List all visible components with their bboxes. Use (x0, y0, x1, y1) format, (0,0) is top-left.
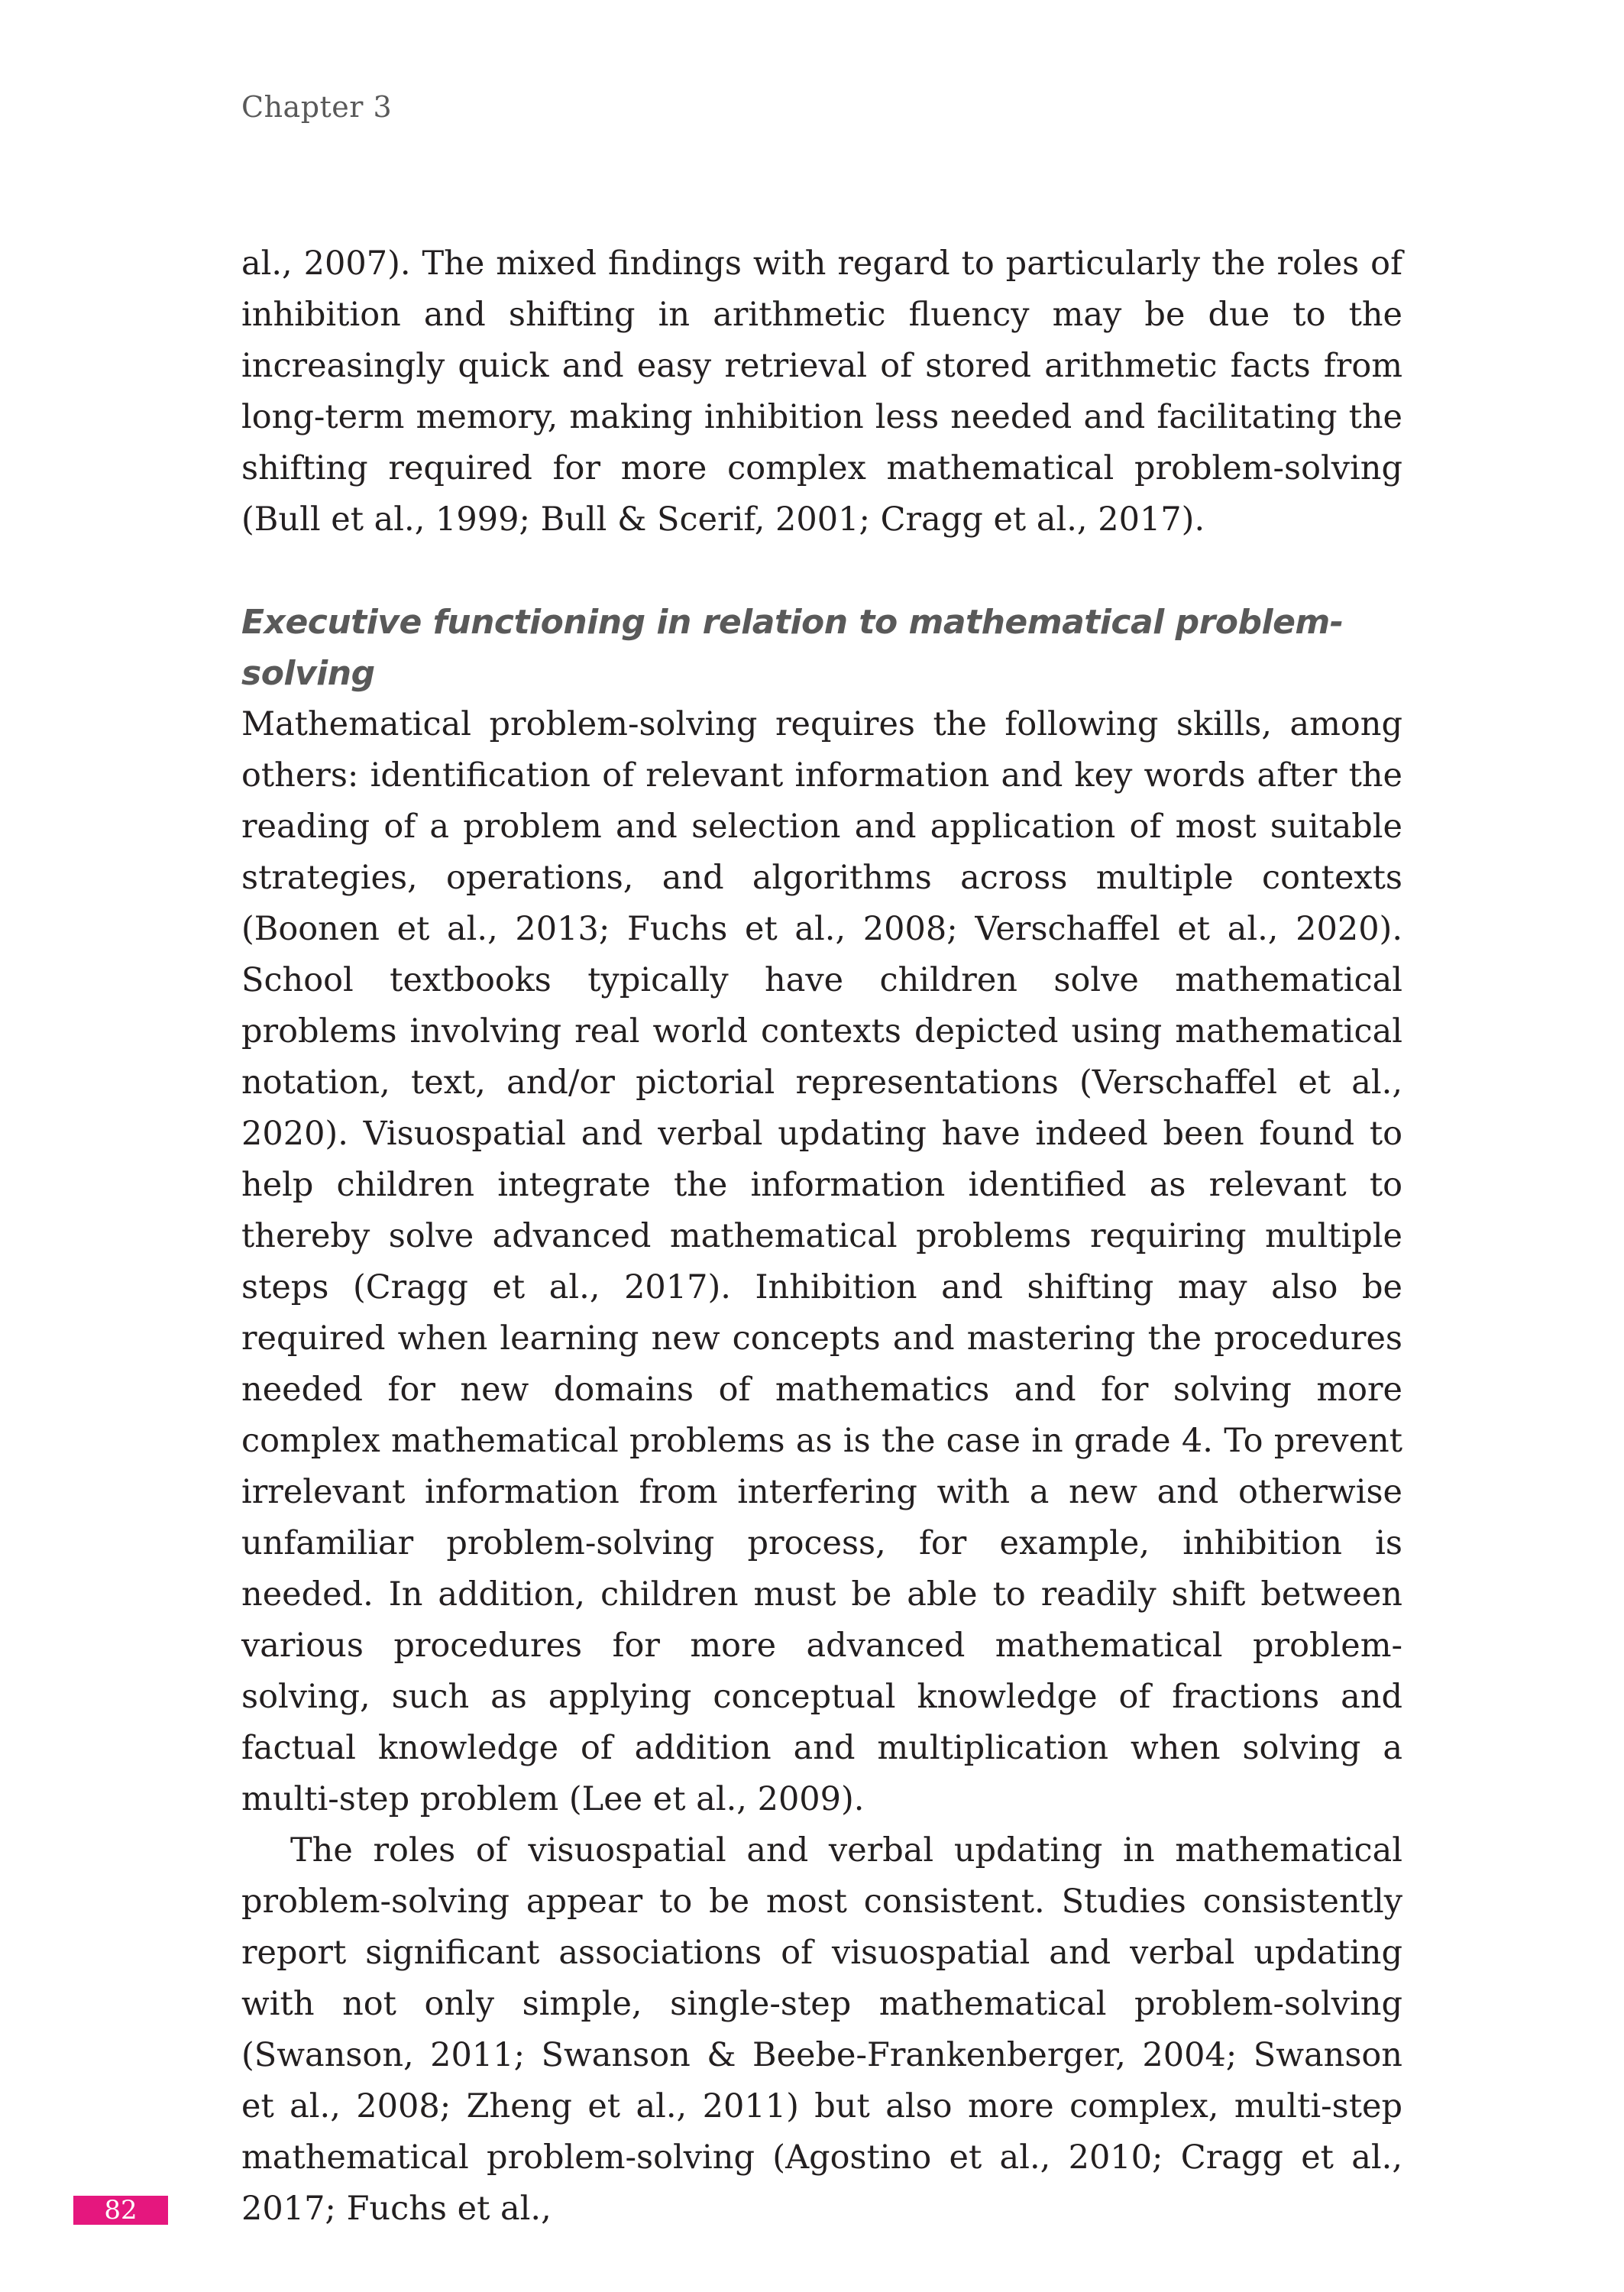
running-head: Chapter 3 (241, 90, 393, 124)
paragraph-1: al., 2007). The mixed findings with regard to particularly the roles of inhibition and shifting in arithmetic fluency may be due to the increasingly quick and easy retrieval of stored arithmetic facts from long-term memory, making inhibition less needed and facilitating the shifting required for more complex mathematical problem-solving (Bull et al., 1999; Bull & Scerif, 2001; Cragg et al., 2017). (241, 244, 1402, 539)
page-number: 82 (73, 2196, 168, 2225)
main-text (241, 238, 1402, 2235)
paragraph-3: The roles of visuospatial and verbal updating in mathematical problem-solving appear to be most consistent. Studies consistently report significant associations of visuospatial and verbal updating with not only simple, single-step mathematical problem-solving (Swanson, 2011; Swanson & Beebe-Frankenberger, 2004; Swanson et al., 2008; Zheng et al., 2011) but also more complex, multi-step mathematical problem-solving (Agostino et al., 2010; Cragg et al., 2017; Fuchs et al., (241, 1831, 1402, 2228)
section-heading: Executive functioning in relation to mathematical problem-solving (241, 603, 1344, 693)
paragraph-2: Mathematical problem-solving requires the following skills, among others: identification of relevant information and key words after the reading of a problem and selection and application of most suitable strategies, operations, and algorithms across multiple contexts (Boonen et al., 2013; Fuchs et al., 2008; Verschaffel et al., 2020). School textbooks typically have children solve mathematical problems involving real world contexts depicted using mathematical notation, text, and/or pictorial representations (Verschaffel et al., 2020). Visuospatial and verbal updating have indeed been found to help children integrate the information identified as relevant to thereby solve advanced mathematical problems requiring multiple steps (Cragg et al., 2017). Inhibition and shifting may also be required when learning new concepts and mastering the procedures needed for new domains of mathematics and for solving more complex mathematical problems as is the case in grade 4. To prevent irrelevant information from interfering with a new and otherwise unfamiliar problem-solving process, for example, inhibition is needed. In addition, children must be able to readily shift between various procedures for more advanced mathematical problem-solving, such as applying conceptual knowledge of fractions and factual knowledge of addition and multiplication when solving a multi-step problem (Lee et al., 2009). (241, 705, 1402, 1818)
